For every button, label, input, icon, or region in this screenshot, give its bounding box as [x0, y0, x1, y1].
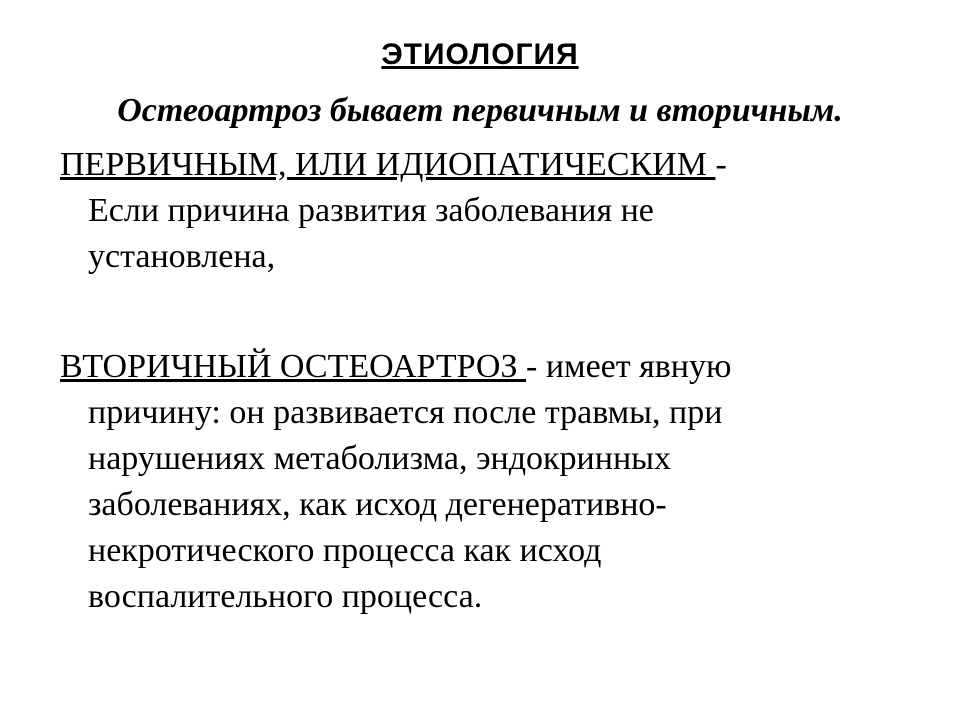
secondary-line: некротического процесса как исход — [88, 532, 602, 569]
secondary-line: воспалительного процесса. — [88, 578, 483, 615]
primary-term: ПЕРВИЧНЫМ, ИЛИ ИДИОПАТИЧЕСКИМ — [60, 146, 716, 183]
secondary-line: нарушениях метаболизма, эндокринных — [88, 440, 671, 477]
slide-title: ЭТИОЛОГИЯ — [381, 38, 579, 71]
primary-paragraph — [60, 142, 920, 280]
primary-line: Если причина развития заболевания не — [88, 192, 654, 229]
secondary-paragraph — [60, 344, 920, 620]
secondary-term: ВТОРИЧНЫЙ ОСТЕОАРТРОЗ — [60, 348, 527, 385]
secondary-line: причину: он развивается после травмы, при — [88, 394, 723, 431]
secondary-rest: - имеет явную — [526, 348, 732, 385]
slide-subtitle: Остеоартроз бывает первичным и вторичным. — [117, 92, 843, 129]
primary-line: установлена, — [88, 238, 276, 275]
secondary-line: заболеваниях, как исход дегенеративно- — [88, 486, 667, 523]
primary-dash: - — [715, 146, 727, 183]
